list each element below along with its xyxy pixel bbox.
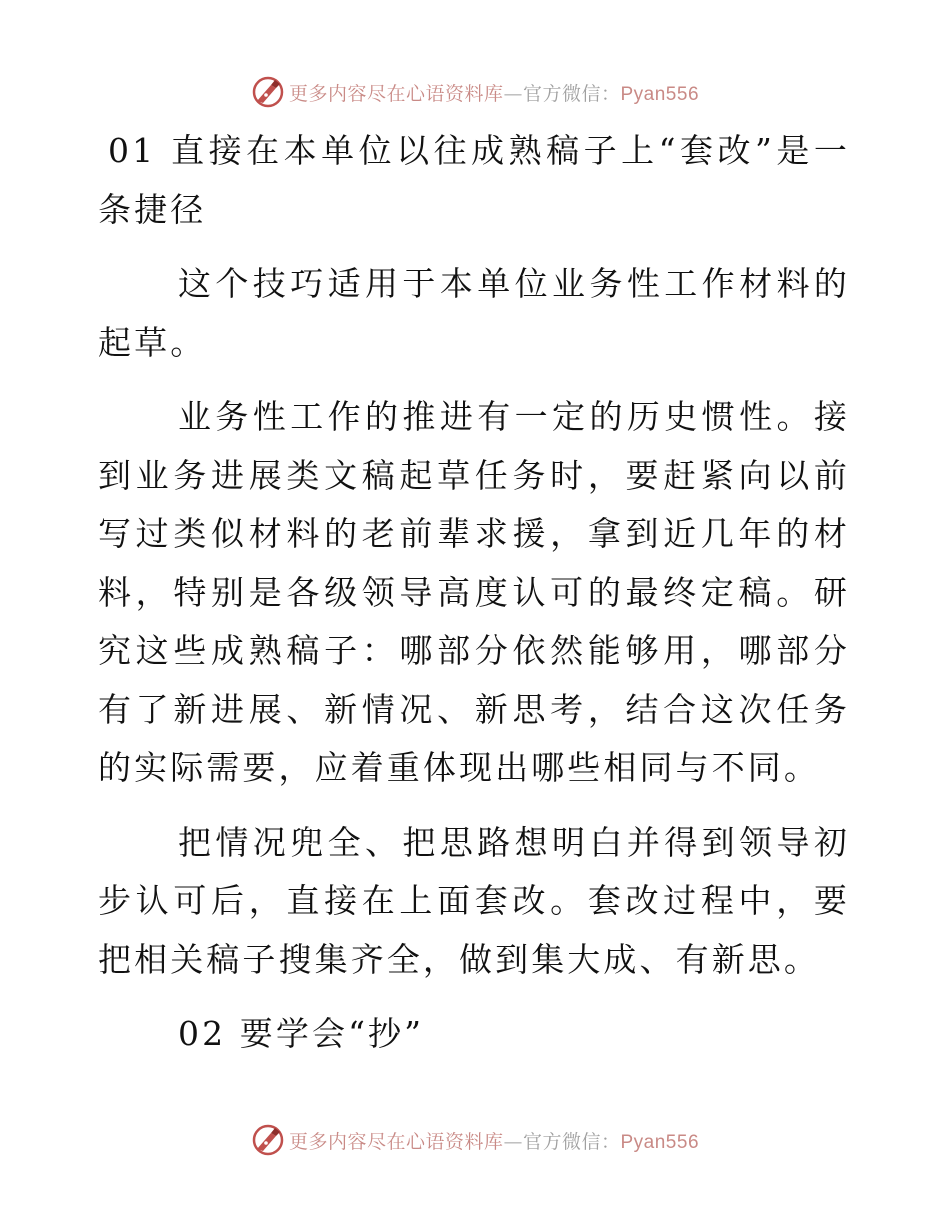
document-body (98, 122, 850, 1064)
watermark-text (289, 1127, 699, 1154)
paragraph: 把情况兜全、把思路想明白并得到领导初步认可后，直接在上面套改。套改过程中，要把相关稿子搜集齐全，做到集大成、有新思。 (98, 822, 850, 979)
watermark-wechat-id: Pyan556 (620, 1131, 700, 1153)
watermark-wechat-label: 官方微信： (522, 82, 621, 105)
section-heading-01: 01 直接在本单位以往成熟稿子上“套改”是一条捷径 (98, 131, 851, 229)
watermark-brand: 更多内容尽在心语资料库 (288, 82, 504, 105)
watermark-brand: 更多内容尽在心语资料库 (288, 1130, 504, 1153)
watermark-wechat-id: Pyan556 (620, 83, 700, 105)
watermark-dash: — (503, 82, 523, 105)
watermark-text (289, 79, 699, 106)
header-watermark (0, 72, 950, 112)
paragraph: 业务性工作的推进有一定的历史惯性。接到业务进展类文稿起草任务时，要赶紧向以前写过类似材料的老前辈求援，拿到近几年的材料，特别是各级领导高度认可的最终定稿。研究这些成熟稿子：哪部分依然能够用，哪部分有了新进展、新情况、新思考，结合这次任务的实际需要，应着重体现出哪些相同与不同。 (98, 397, 850, 787)
watermark-dash: — (503, 1130, 523, 1153)
pen-nib-logo-icon (251, 75, 285, 109)
paragraph: 这个技巧适用于本单位业务性工作材料的起草。 (98, 264, 850, 362)
watermark-wechat-label: 官方微信： (522, 1130, 621, 1153)
footer-watermark (0, 1120, 950, 1160)
pen-nib-logo-icon (251, 1123, 285, 1157)
section-heading-02: 02 要学会“抄” (178, 1014, 425, 1053)
